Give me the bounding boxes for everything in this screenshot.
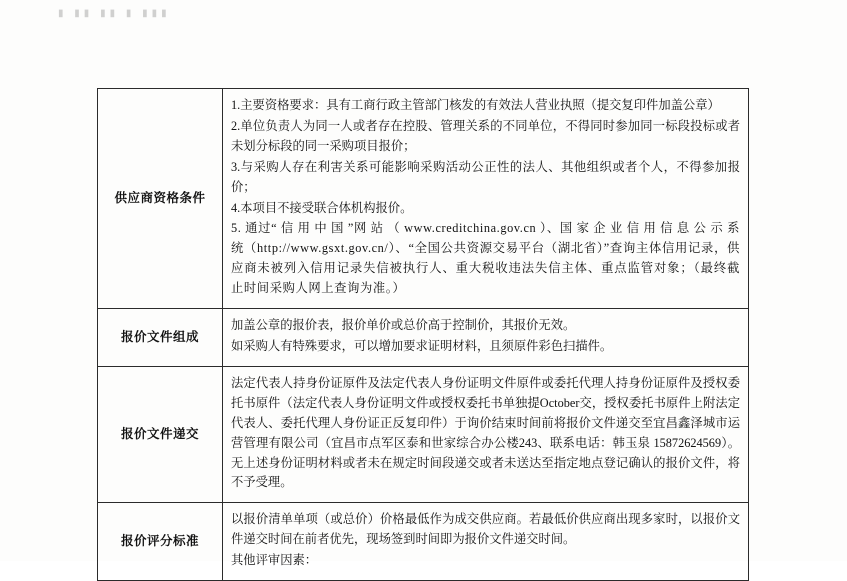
table-row-scoring-criteria [98, 503, 749, 581]
qualification-item-5: 5. 通过“ 信 用 中 国 ”网 站 （ www.creditchina.gov.cn ）、国 家 企 业 信 用 信 息 公 示 系 统（http://www.gsxt.gov.cn/）、“全国公共资源交易平台（湖北省）”查询主体信用记录，供应商未被列入信用记录失信被执行人、重大税收违法失信主体、重点监管对象；（最终截止时间采购人网上查询为准。） [231, 221, 740, 296]
table-row-supplier-qualification [98, 89, 749, 309]
qualification-item-3: 3.与采购人存在利害关系可能影响采购活动公正性的法人、其他组织或者个人，不得参加报价； [231, 159, 740, 194]
scan-artifact-marks: ▮ ▮▮ ▮▮ ▮ ▮▮▮ [58, 8, 171, 19]
row-content-quotation-composition [223, 309, 749, 367]
row-label-quotation-submission: 报价文件递交 [98, 366, 223, 502]
qualification-item-1: 1.主要资格要求：具有工商行政主管部门核发的有效法人营业执照（提交复印件加盖公章） [231, 98, 720, 112]
table-row-quotation-composition [98, 309, 749, 367]
composition-line-1: 加盖公章的报价表，报价单价或总价高于控制价，其报价无效。 [231, 318, 576, 333]
qualification-item-4: 4.本项目不接受联合体机构报价。 [231, 200, 413, 215]
scoring-line-1: 以报价清单单项（或总价）价格最低作为成交供应商。若最低价供应商出现多家时，以报价文件递交时间在前者优先，现场签到时间即为报价文件递交时间。 [231, 512, 740, 547]
row-label-quotation-composition: 报价文件组成 [98, 309, 223, 367]
table-row-quotation-submission [98, 366, 749, 502]
row-content-scoring-criteria [223, 503, 749, 581]
requirements-table [97, 88, 749, 581]
composition-line-2: 如采购人有特殊要求，可以增加要求证明材料，且须原件彩色扫描件。 [231, 338, 613, 353]
row-label-scoring-criteria: 报价评分标准 [98, 503, 223, 581]
row-label-supplier-qualification: 供应商资格条件 [98, 89, 223, 309]
scoring-line-2: 其他评审因素： [231, 553, 318, 568]
row-content-quotation-submission [223, 366, 749, 502]
qualification-item-2: 2.单位负责人为同一人或者存在控股、管理关系的不同单位，不得同时参加同一标段投标或者未划分标段的同一采购项目报价； [231, 118, 740, 153]
row-content-supplier-qualification [223, 89, 749, 309]
submission-paragraph: 法定代表人持身份证原件及法定代表人身份证明文件原件或委托代理人持身份证原件及授权委托书原件（法定代表人身份证明文件或授权委托书单独提October交，授权委托书原件上附法定代表人、委托代理人身份证正反复印件）于询价结束时间前将报价文件递交至宜昌鑫泽城市运营管理有限公司（宜昌市点军区泰和世家综合办公楼243、联系电话：韩玉泉 15872624569）。无上述身份证明材料或者未在规定时间段递交或者未送达至指定地点登记确认的报价文件，将不予受理。 [231, 375, 740, 490]
